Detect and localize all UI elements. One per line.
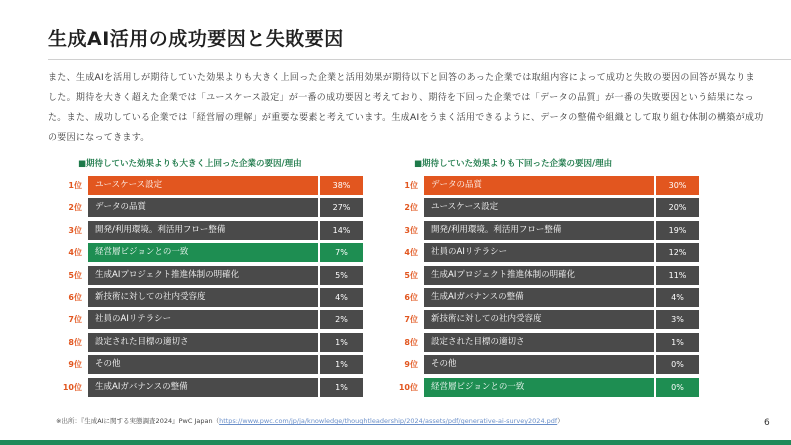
factor-row [392, 176, 730, 195]
rank-label: 3位 [68, 225, 82, 235]
factor-label: 新技術に対しての社内受容度 [424, 310, 654, 329]
factor-percentage: 1% [320, 355, 363, 374]
factor-row [56, 310, 394, 329]
factor-row [392, 310, 730, 329]
rank-label: 4位 [404, 248, 418, 258]
factor-row [56, 333, 394, 352]
factor-row [56, 243, 394, 262]
factor-percentage: 5% [320, 266, 363, 285]
page-number: 6 [764, 418, 770, 428]
factor-row [392, 355, 730, 374]
factor-label: 生成AIガバナンスの整備 [88, 378, 318, 397]
factor-percentage: 12% [656, 243, 699, 262]
factor-percentage: 27% [320, 198, 363, 217]
factor-percentage: 1% [320, 378, 363, 397]
factor-row [56, 378, 394, 397]
factor-row [392, 243, 730, 262]
factor-row [392, 266, 730, 285]
bottom-accent-bar [0, 440, 791, 445]
rank-label: 2位 [68, 203, 82, 213]
source-link[interactable]: https://www.pwc.com/jp/ja/knowledge/thoughtleadership/2024/assets/pdf/generative-ai-survey2024.pdf [219, 417, 558, 425]
factor-label: 社員のAIリテラシー [88, 310, 318, 329]
rank-label: 5位 [68, 270, 82, 280]
rank-label: 1位 [68, 181, 82, 190]
factor-label: データの品質 [88, 198, 318, 217]
factor-percentage: 0% [656, 355, 699, 374]
factor-row [56, 221, 394, 240]
factor-percentage: 19% [656, 221, 699, 240]
intro-paragraph: また、生成AIを活用しが期待していた効果よりも大きく上回った企業と活用効果が期待以下と回答のあった企業では取組内容によって成功と失敗の要因の回答が異なりました。期待を大きく超えた企業では「ユースケース設定」が一番の成功要因と考えており、期待を下回った企業では「データの品質」が一番の失敗要因という結果になった。また、成功している企業では「経営層の理解」が重要な要素と考えています。生成AIをうまく活用できるように、データの整備や組織として取り組む体制の構築が成功の要因になってきます。 [48, 73, 764, 143]
factor-label: 開発/利用環境。利活用フロー整備 [88, 221, 318, 240]
factor-percentage: 3% [656, 310, 699, 329]
factor-percentage: 7% [320, 243, 363, 262]
factor-label: 経営層ビジョンとの一致 [424, 378, 654, 397]
rank-label: 9位 [68, 360, 82, 370]
rank-label: 3位 [404, 225, 418, 235]
rank-label: 7位 [68, 315, 82, 325]
factor-label: 生成AIプロジェクト推進体制の明確化 [88, 266, 318, 285]
footnote-suffix: ） [557, 417, 564, 425]
failure-factors-panel [392, 157, 730, 400]
rank-label: 4位 [68, 248, 82, 258]
factor-percentage: 14% [320, 221, 363, 240]
factor-percentage: 1% [656, 333, 699, 352]
factor-label: 設定された目標の適切さ [88, 333, 318, 352]
factor-percentage: 0% [656, 378, 699, 397]
success-panel-title: ■期待していた効果よりも大きく上回った企業の要因/理由 [78, 159, 302, 169]
factor-label: 新技術に対しての社内受容度 [88, 288, 318, 307]
factor-label: 設定された目標の適切さ [424, 333, 654, 352]
factor-percentage: 1% [320, 333, 363, 352]
rank-label: 7位 [404, 315, 418, 325]
factor-label: 生成AIプロジェクト推進体制の明確化 [424, 266, 654, 285]
factor-percentage: 38% [320, 176, 363, 195]
factor-label: その他 [88, 355, 318, 374]
rank-label: 10位 [62, 382, 82, 392]
failure-factor-list [392, 176, 730, 397]
rank-label: 1位 [404, 181, 418, 190]
rank-label: 5位 [404, 270, 418, 280]
factor-row [392, 198, 730, 217]
factor-row [392, 288, 730, 307]
factor-percentage: 20% [656, 198, 699, 217]
page-title: 生成AI活用の成功要因と失敗要因 [48, 28, 344, 50]
factor-row [392, 333, 730, 352]
rank-label: 10位 [398, 382, 418, 392]
factor-row [392, 221, 730, 240]
factor-percentage: 4% [656, 288, 699, 307]
factor-row [56, 198, 394, 217]
source-footnote [56, 416, 736, 425]
factor-percentage: 4% [320, 288, 363, 307]
factor-label: 生成AIガバナンスの整備 [424, 288, 654, 307]
rank-label: 9位 [404, 360, 418, 370]
failure-panel-title: ■期待していた効果よりも下回った企業の要因/理由 [414, 159, 613, 169]
factor-label: ユースケース設定 [424, 198, 654, 217]
rank-label: 6位 [68, 292, 82, 302]
factor-row [56, 288, 394, 307]
factor-label: その他 [424, 355, 654, 374]
factor-label: 経営層ビジョンとの一致 [88, 243, 318, 262]
rank-label: 6位 [404, 292, 418, 302]
factor-label: データの品質 [424, 176, 654, 195]
factor-percentage: 2% [320, 310, 363, 329]
success-factors-panel [56, 157, 394, 400]
title-divider [48, 59, 791, 60]
factor-label: 開発/利用環境。利活用フロー整備 [424, 221, 654, 240]
rank-label: 2位 [404, 203, 418, 213]
success-factor-list [56, 176, 394, 397]
factor-percentage: 30% [656, 176, 699, 195]
factor-row [392, 378, 730, 397]
rank-label: 8位 [68, 337, 82, 347]
factor-row [56, 266, 394, 285]
factor-row [56, 355, 394, 374]
factor-label: 社員のAIリテラシー [424, 243, 654, 262]
rank-label: 8位 [404, 337, 418, 347]
footnote-prefix: ※出所：『生成AIに関する実態調査2024』PwC Japan（ [56, 417, 220, 425]
factor-row [56, 176, 394, 195]
factor-label: ユースケース設定 [88, 176, 318, 195]
factor-percentage: 11% [656, 266, 699, 285]
